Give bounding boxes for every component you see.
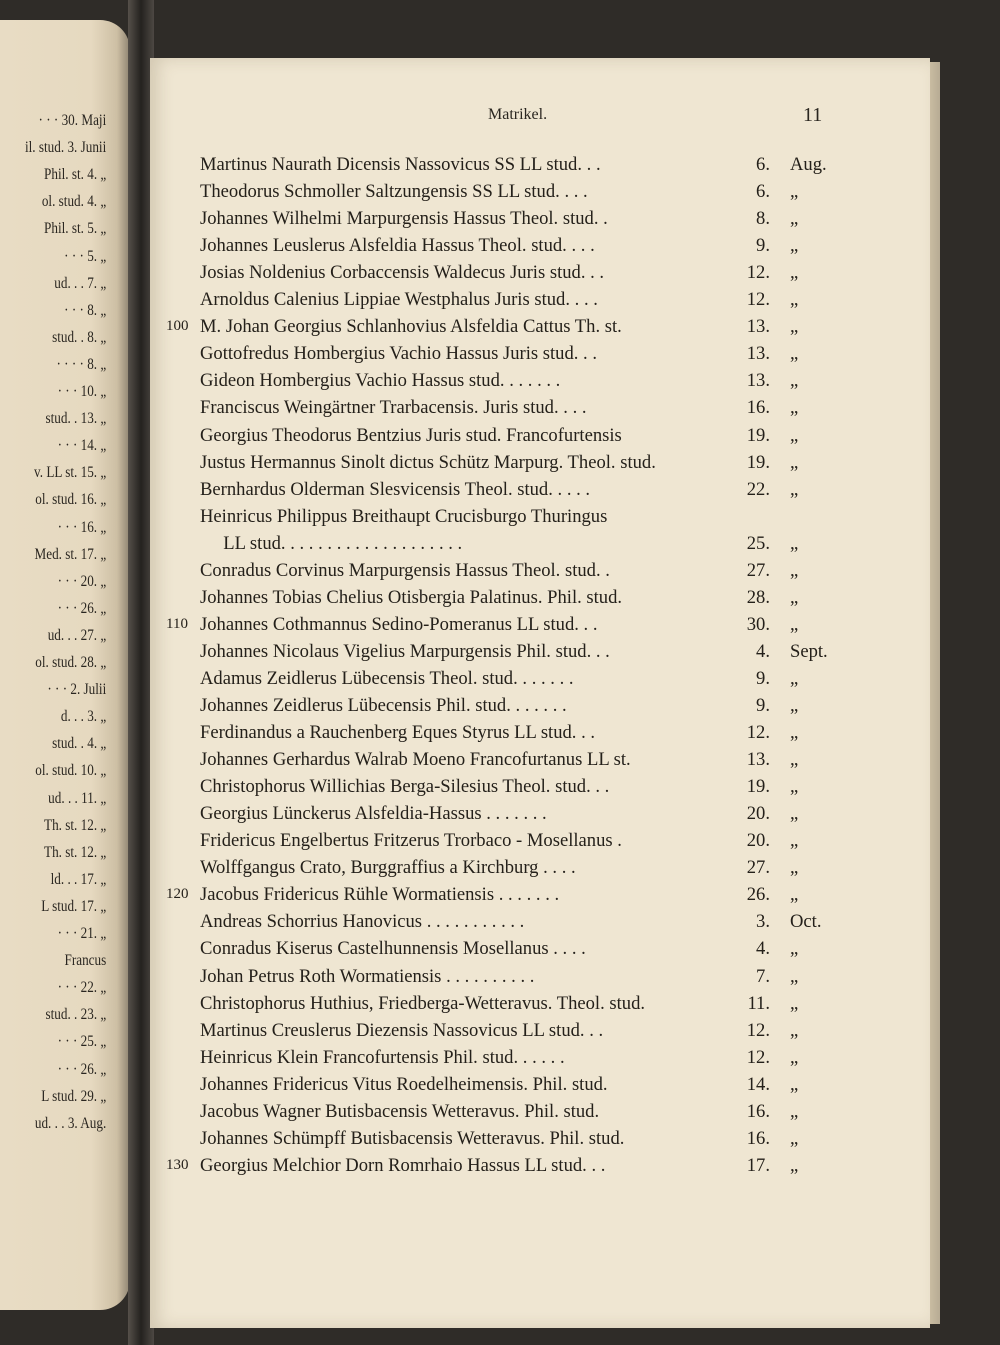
entry-day: 6.: [756, 154, 770, 175]
entry-row: [166, 881, 840, 908]
left-page-line: d. . . 3. „: [60, 708, 107, 726]
running-header: Matrikel.: [488, 106, 548, 123]
entry-day: 4.: [756, 640, 770, 662]
entry-day: 28.: [746, 586, 770, 608]
entry-row: [166, 313, 840, 340]
entry-month: „: [790, 613, 799, 635]
entry-name: Arnoldus Calenius Lippiae Westphalus Juris stud. . . .: [200, 289, 598, 311]
entry-month: „: [790, 938, 799, 960]
entry-row: [200, 1098, 840, 1125]
entry-row: [200, 1125, 840, 1152]
left-page-line: il. stud. 3. Junii: [24, 139, 107, 157]
entry-month: „: [790, 1073, 799, 1095]
entry-row: [200, 746, 840, 773]
left-page-line: stud. . 13. „: [45, 410, 107, 428]
entry-month: „: [790, 1019, 799, 1041]
left-page-line: · · · 30. Maji: [38, 112, 107, 129]
entry-name: Gottofredus Hombergius Vachio Hassus Juris stud. . .: [200, 343, 597, 365]
left-page-line: ld. . . 17. „: [50, 870, 107, 888]
entry-name: Georgius Lünckerus Alsfeldia-Hassus . . . . . . .: [200, 803, 547, 825]
entry-row: [200, 422, 840, 449]
entry-name: Johannes Zeidlerus Lübecensis Phil. stud. . . . . . .: [200, 695, 567, 716]
entry-month: „: [790, 424, 799, 446]
entry-name: Christophorus Willichias Berga-Silesius Theol. stud. . .: [200, 776, 610, 798]
entry-name: Jacobus Fridericus Rühle Wormatiensis . . . . . . .: [200, 884, 560, 906]
entry-month: Sept.: [790, 640, 828, 662]
entry-day: 26.: [746, 884, 770, 906]
entry-name: Conradus Corvinus Marpurgensis Hassus Theol. stud. .: [200, 559, 610, 581]
entry-month: „: [790, 695, 799, 716]
left-page-line: · · · 20. „: [57, 572, 107, 590]
entry-name: Fridericus Engelbertus Fritzerus Trorbaco - Mosellanus .: [200, 830, 622, 852]
entry-row: [200, 638, 840, 665]
entry-month: Oct.: [790, 911, 822, 933]
entry-day: 6.: [756, 181, 770, 203]
entry-row: [166, 1152, 840, 1179]
entry-row: [200, 340, 840, 367]
entry-month: „: [790, 722, 799, 744]
left-page-line: Phil. st. 4. „: [44, 166, 107, 184]
entry-row: [200, 503, 840, 530]
entry-row: [200, 394, 840, 421]
entry-name: Wolffgangus Crato, Burggraffius a Kirchburg . . . .: [200, 857, 576, 879]
entry-day: 13.: [746, 343, 770, 365]
entry-row: [200, 178, 840, 205]
left-page-line: ud. . . 7. „: [54, 274, 107, 292]
entry-day: 20.: [746, 830, 770, 852]
entry-day: 12.: [746, 1046, 770, 1068]
entry-day: 9.: [756, 695, 770, 716]
left-page-line: · · · 26. „: [57, 599, 107, 617]
entry-row: [200, 367, 840, 394]
entry-row: [166, 611, 840, 638]
entry-month: „: [790, 532, 799, 554]
entry-name: Heinricus Klein Francofurtensis Phil. stud. . . . . .: [200, 1046, 565, 1068]
entry-name: Johannes Fridericus Vitus Roedelheimensis. Phil. stud.: [200, 1073, 608, 1095]
entry-day: 19.: [746, 424, 770, 446]
entry-month: „: [790, 397, 799, 419]
entry-month: „: [790, 965, 799, 987]
entry-row: [200, 854, 840, 881]
left-page-line: ud. . . 3. Aug.: [34, 1114, 107, 1132]
entry-row: [200, 205, 840, 232]
entry-name: Martinus Creuslerus Diezensis Nassovicus LL stud. . .: [200, 1019, 604, 1041]
entry-name: Johannes Wilhelmi Marpurgensis Hassus Theol. stud. .: [200, 208, 608, 230]
entry-day: 27.: [746, 857, 770, 879]
entry-name: M. Johan Georgius Schlanhovius Alsfeldia Cattus Th. st.: [200, 316, 622, 338]
left-page-line: · · · 8. „: [64, 301, 107, 319]
left-page-line: · · · 14. „: [57, 437, 107, 455]
entry-row: [200, 232, 840, 259]
entry-row: [200, 584, 840, 611]
entry-row: [200, 935, 840, 962]
entry-name: Johannes Cothmannus Sedino-Pomeranus LL stud. . .: [200, 613, 598, 635]
entry-month: „: [790, 857, 799, 879]
entry-name: Heinricus Philippus Breithaupt Crucisburgo Thuringus: [200, 505, 608, 527]
entry-month: „: [790, 830, 799, 852]
entry-row: [200, 259, 840, 286]
entry-name: Christophorus Huthius, Friedberga-Wetteravus. Theol. stud.: [200, 992, 646, 1014]
left-page-line: stud. . 8. „: [52, 328, 107, 346]
entry-day: 3.: [756, 911, 770, 933]
entry-row: [200, 449, 840, 476]
entry-month: „: [790, 1154, 799, 1176]
entry-day: 12.: [746, 262, 770, 284]
left-page-line: Th. st. 12. „: [44, 816, 107, 834]
entry-day: 16.: [746, 1127, 770, 1149]
entry-month: „: [790, 208, 799, 230]
entry-name: Ferdinandus a Rauchenberg Eques Styrus LL stud. . .: [200, 722, 596, 744]
entry-month: „: [790, 370, 799, 392]
entry-name: Adamus Zeidlerus Lübecensis Theol. stud. . . . . . .: [200, 667, 574, 689]
entry-month: „: [790, 262, 799, 284]
left-page-line: · · · 16. „: [57, 518, 107, 536]
entry-month: Aug.: [790, 154, 827, 175]
left-page-line: Med. st. 17. „: [34, 545, 107, 563]
entry-day: 27.: [746, 559, 770, 581]
entry-name: Justus Hermannus Sinolt dictus Schütz Marpurg. Theol. stud.: [200, 451, 656, 473]
entry-name: Bernhardus Olderman Slesvicensis Theol. stud. . . . .: [200, 478, 591, 500]
entry-day: 12.: [746, 722, 770, 744]
entry-name: Josias Noldenius Corbaccensis Waldecus Juris stud. . .: [200, 262, 605, 284]
entry-row: [200, 773, 840, 800]
left-page-line: · · · 22. „: [57, 979, 107, 997]
entry-month: „: [790, 992, 799, 1014]
entry-day: 22.: [746, 478, 770, 500]
entry-row: [200, 692, 840, 719]
left-page-line: · · · 26. „: [57, 1060, 107, 1078]
entry-name: Johannes Leuslerus Alsfeldia Hassus Theol. stud. . . .: [200, 235, 595, 257]
entry-day: 30.: [746, 613, 770, 635]
entry-name: Jacobus Wagner Butisbacensis Wetteravus. Phil. stud.: [200, 1100, 600, 1122]
entry-name: Georgius Melchior Dorn Romrhaio Hassus LL stud. . .: [200, 1154, 606, 1176]
left-page-line: Francus: [64, 952, 107, 970]
entry-month: „: [790, 749, 799, 771]
page-number: 11: [803, 104, 823, 126]
entry-day: 9.: [756, 235, 770, 257]
entry-month: „: [790, 884, 799, 906]
entry-month: „: [790, 478, 799, 500]
entry-day: 4.: [756, 938, 770, 960]
entry-month: „: [790, 316, 799, 338]
entry-month: „: [790, 1100, 799, 1122]
left-page-line: · · · 5. „: [64, 247, 107, 265]
entry-row: [200, 1071, 840, 1098]
left-page-fragment: [0, 20, 130, 1310]
entry-month: „: [790, 1046, 799, 1068]
entry-name: Martinus Naurath Dicensis Nassovicus SS LL stud. . .: [200, 154, 601, 175]
entry-row: [200, 665, 840, 692]
entry-row: [200, 990, 840, 1017]
entry-row: [200, 1017, 840, 1044]
entry-day: 17.: [746, 1154, 770, 1176]
left-page-line: ol. stud. 10. „: [35, 762, 107, 780]
left-page-line: · · · · 8. „: [56, 355, 107, 373]
entry-day: 12.: [746, 289, 770, 311]
left-page-line: ol. stud. 4. „: [41, 193, 107, 211]
left-page-line: · · · 25. „: [57, 1033, 107, 1051]
entry-name: Andreas Schorrius Hanovicus . . . . . . . . . . .: [200, 911, 525, 933]
entry-name: Georgius Theodorus Bentzius Juris stud. Francofurtensis: [200, 424, 622, 446]
entry-day: 13.: [746, 749, 770, 771]
entry-number: 100: [166, 318, 189, 335]
entry-day: 13.: [746, 370, 770, 392]
entry-month: „: [790, 343, 799, 365]
entry-month: „: [790, 776, 799, 798]
left-page-line: · · · 21. „: [57, 925, 107, 942]
entry-row: [200, 557, 840, 584]
entry-name: Johannes Tobias Chelius Otisbergia Palatinus. Phil. stud.: [200, 586, 623, 608]
entry-row: [200, 908, 840, 935]
left-page-line: Th. st. 12. „: [44, 843, 107, 861]
entry-day: 8.: [756, 208, 770, 230]
left-page-line: ud. . . 27. „: [47, 626, 107, 644]
entry-row: [200, 1044, 840, 1071]
entry-month: „: [790, 235, 799, 257]
entry-month: „: [790, 559, 799, 581]
left-page-line: ud. . . 11. „: [48, 789, 107, 807]
entry-row: [200, 151, 840, 178]
entry-name: Conradus Kiserus Castelhunnensis Mosellanus . . . .: [200, 938, 586, 960]
entry-name: Johan Petrus Roth Wormatiensis . . . . . . . . . .: [200, 965, 535, 987]
entry-name: Franciscus Weingärtner Trarbacensis. Juris stud. . . .: [200, 397, 587, 419]
entry-day: 11.: [747, 992, 770, 1014]
entry-month: „: [790, 667, 799, 689]
entry-month: „: [790, 181, 799, 203]
entry-row: [200, 530, 840, 557]
left-page-line: · · · 10. „: [57, 383, 107, 400]
left-page-line: ol. stud. 16. „: [35, 491, 107, 509]
entry-day: 9.: [756, 667, 770, 689]
entry-day: 12.: [746, 1019, 770, 1041]
entry-month: „: [790, 586, 799, 608]
entry-row: [200, 827, 840, 854]
entry-number: 120: [166, 886, 189, 903]
entry-name: Gideon Hombergius Vachio Hassus stud. . . . . . .: [200, 370, 561, 392]
left-page-line: · · · 2. Julii: [47, 681, 107, 699]
left-page-line: L stud. 17. „: [41, 897, 107, 915]
entry-day: 13.: [746, 316, 770, 338]
entry-day: 20.: [746, 803, 770, 825]
entry-name: LL stud. . . . . . . . . . . . . . . . . . . .: [200, 532, 463, 554]
entry-month: „: [790, 289, 799, 311]
entry-day: 16.: [746, 397, 770, 419]
left-page-line: stud. . 4. „: [52, 735, 107, 753]
entry-day: 25.: [746, 532, 770, 554]
entry-row: [200, 719, 840, 746]
left-page-line: L stud. 29. „: [41, 1087, 107, 1105]
left-page-line: stud. . 23. „: [45, 1006, 107, 1024]
entry-row: [200, 286, 840, 313]
left-page-line: v. LL st. 15. „: [34, 464, 107, 482]
entry-day: 16.: [746, 1100, 770, 1122]
entry-row: [200, 963, 840, 990]
entry-name: Johannes Schümpff Butisbacensis Wetteravus. Phil. stud.: [200, 1127, 625, 1149]
entry-month: „: [790, 1127, 799, 1149]
entry-number: 110: [166, 615, 188, 632]
entry-day: 19.: [746, 451, 770, 473]
entry-day: 14.: [746, 1073, 770, 1095]
entry-number: 130: [166, 1156, 189, 1173]
entry-day: 7.: [756, 965, 770, 987]
entry-name: Johannes Nicolaus Vigelius Marpurgensis Phil. stud. . .: [200, 640, 610, 662]
entry-month: „: [790, 803, 799, 825]
entry-name: Theodorus Schmoller Saltzungensis SS LL stud. . . .: [200, 181, 588, 203]
entry-name: Johannes Gerhardus Walrab Moeno Francofurtanus LL st.: [200, 749, 631, 771]
left-page-line: Phil. st. 5. „: [44, 220, 107, 238]
entry-day: 19.: [746, 776, 770, 798]
entry-month: „: [790, 451, 799, 473]
entry-row: [200, 800, 840, 827]
entry-row: [200, 476, 840, 503]
left-page-line: ol. stud. 28. „: [35, 654, 107, 671]
